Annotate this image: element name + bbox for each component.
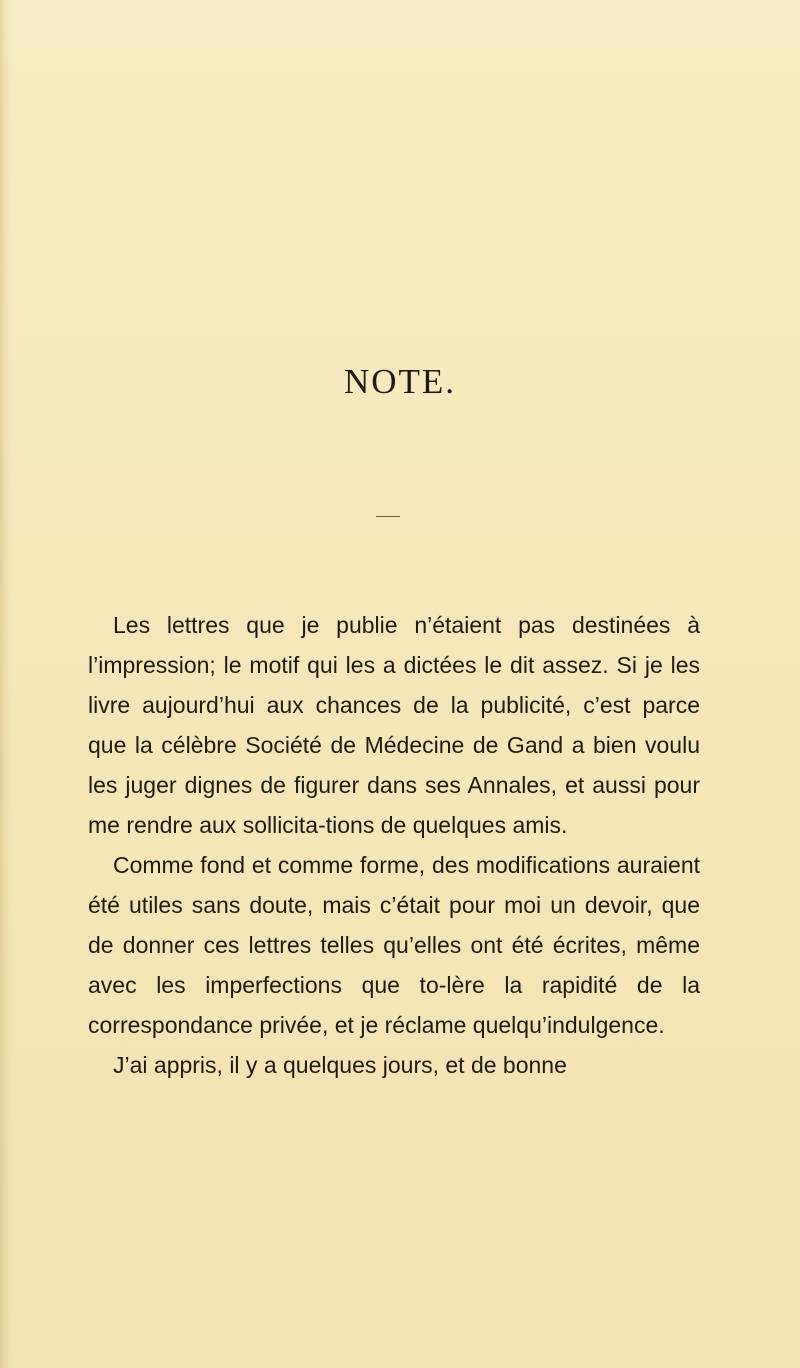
paragraph-1: Les lettres que je publie n’étaient pas destinées à l’impression; le motif qui les a dictées le dit assez. Si je les livre aujourd’hui aux chances de la publicité, c’est parce que la célèbre Société de Médecine de Gand a bien voulu les juger dignes de figurer dans ses Annales, et aussi pour me rendre aux sollicita-tions de quelques amis. — [88, 612, 700, 838]
paragraph-3: J’ai appris, il y a quelques jours, et de bonne — [113, 1052, 567, 1078]
paragraph-2: Comme fond et comme forme, des modifications auraient été utiles sans doute, mais c’était pour moi un devoir, que de donner ces lettres telles qu’elles ont été écrites, même avec les imperfections que to-lère la rapidité de la correspondance privée, et je réclame quelqu’indulgence. — [88, 852, 700, 1038]
title-divider — [376, 516, 400, 517]
body-text — [88, 605, 700, 1085]
page-title: NOTE. — [343, 362, 457, 401]
